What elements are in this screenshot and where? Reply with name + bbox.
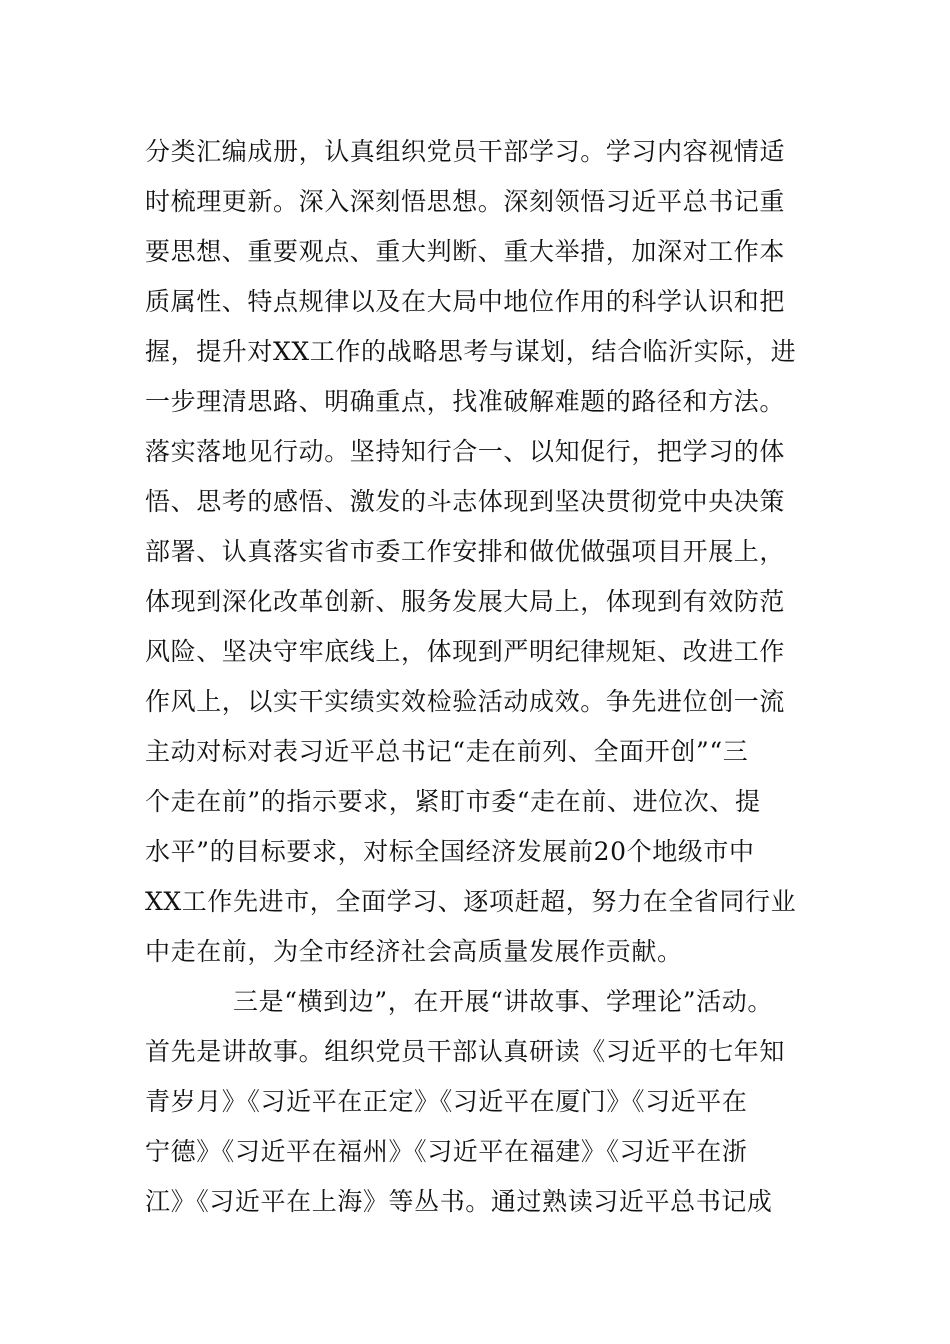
text-line: 风险、坚决守牢底线上，体现到严明纪律规矩、改进工作	[145, 637, 786, 666]
text-line: 作风上，以实干实绩实效检验活动成效。争先进位创一流	[145, 687, 786, 716]
text-line: 要思想、重要观点、重大判断、重大举措，加深对工作本	[145, 237, 786, 266]
text-line: XX工作先进市，全面学习、逐项赶超，努力在全省同行业	[145, 887, 797, 916]
body-text	[145, 127, 835, 1227]
text-line: 握，提升对XX工作的战略思考与谋划，结合临沂实际，进	[145, 337, 797, 366]
text-line: 主动对标对表习近平总书记“走在前列、全面开创”“三	[145, 737, 749, 766]
text-line: 一步理清思路、明确重点，找准破解难题的路径和方法。	[145, 387, 786, 416]
text-line: 落实落地见行动。坚持知行合一、以知促行，把学习的体	[145, 437, 786, 466]
text-line: 江》《习近平在上海》等丛书。通过熟读习近平总书记成	[145, 1187, 773, 1216]
text-line: 质属性、特点规律以及在大局中地位作用的科学认识和把	[145, 287, 786, 316]
paragraph-start-line: 三是“横到边”，在开展“讲故事、学理论”活动。	[233, 987, 773, 1016]
text-line: 宁德》《习近平在福州》《习近平在福建》《习近平在浙	[145, 1137, 748, 1166]
text-line: 体现到深化改革创新、服务发展大局上，体现到有效防范	[145, 587, 786, 616]
text-line: 悟、思考的感悟、激发的斗志体现到坚决贯彻党中央决策	[145, 487, 786, 516]
text-line: 分类汇编成册，认真组织党员干部学习。学习内容视情适	[145, 137, 786, 166]
text-line: 水平”的目标要求，对标全国经济发展前20个地级市中	[145, 837, 755, 866]
text-line: 中走在前，为全市经济社会高质量发展作贡献。	[145, 937, 683, 966]
text-line: 青岁月》《习近平在正定》《习近平在厦门》《习近平在	[145, 1087, 748, 1116]
text-line: 个走在前”的指示要求，紧盯市委“走在前、进位次、提	[145, 787, 761, 816]
text-line: 部署、认真落实省市委工作安排和做优做强项目开展上，	[145, 537, 786, 566]
text-line: 首先是讲故事。组织党员干部认真研读《习近平的七年知	[145, 1037, 786, 1066]
text-line: 时梳理更新。深入深刻悟思想。深刻领悟习近平总书记重	[145, 187, 786, 216]
